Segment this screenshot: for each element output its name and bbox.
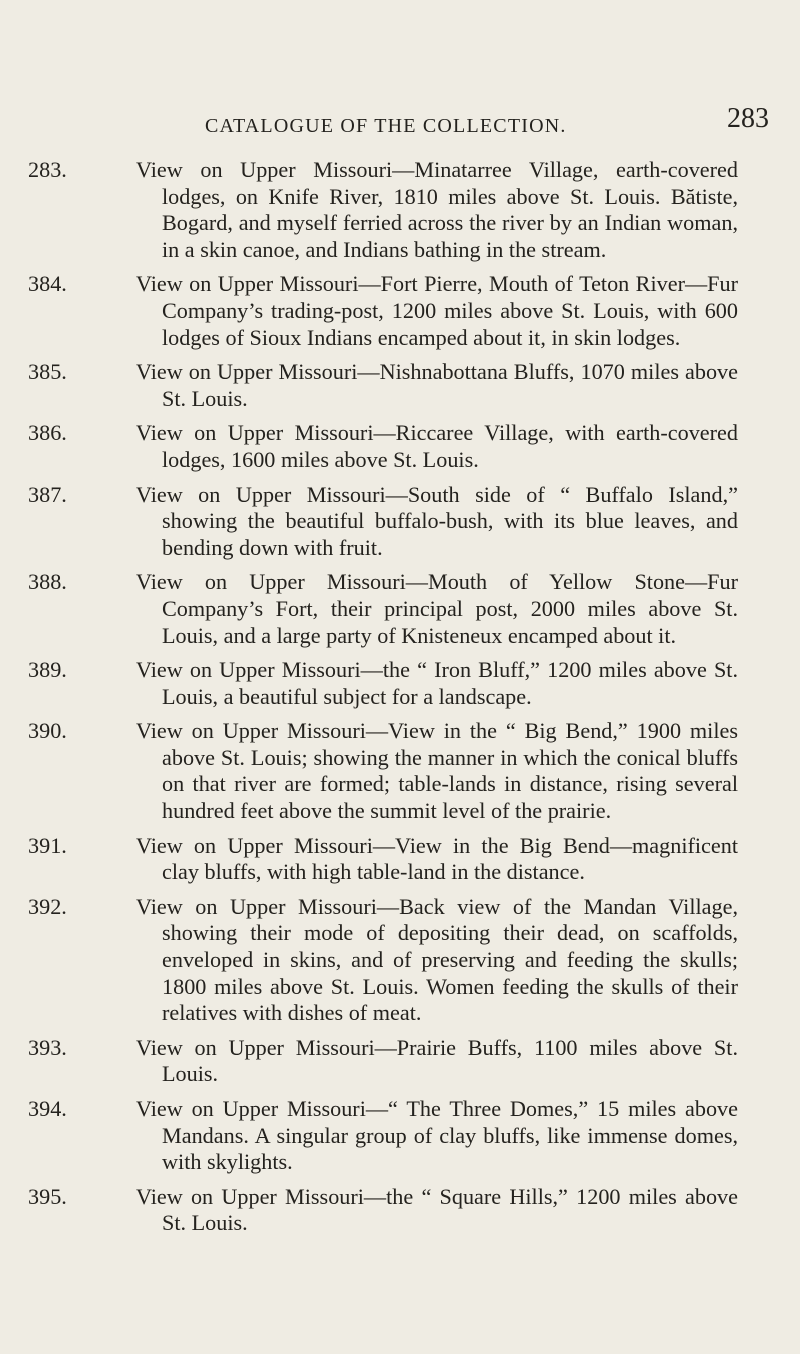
entry-text: View on Upper Missouri—Fort Pierre, Mouth of Teton River—Fur Company’s trading-post, 1200 miles above St. Louis, with 600 lodges of Sioux Indians encamped about it, in skin lodges. <box>136 271 738 350</box>
running-head <box>205 103 769 145</box>
entry-text: View on Upper Missouri—Prairie Buffs, 1100 miles above St. Louis. <box>136 1034 738 1087</box>
entry-number: 385. <box>28 359 67 385</box>
entry-number: 389. <box>28 657 67 683</box>
entry-number: 392. <box>28 893 67 919</box>
entry-number: 391. <box>28 832 67 858</box>
entry-text: View on Upper Missouri—the “ Square Hills,” 1200 miles above St. Louis. <box>136 1183 738 1236</box>
catalogue-entry-386 <box>28 420 738 473</box>
catalogue-entry-387 <box>28 481 738 562</box>
entry-number: 395. <box>28 1183 67 1209</box>
catalogue-entry-384 <box>28 271 738 351</box>
catalogue-entry-393 <box>28 1034 738 1088</box>
entry-number: 394. <box>28 1096 67 1121</box>
catalogue-entry-394 <box>28 1096 738 1176</box>
page-number: 283 <box>727 103 769 134</box>
entry-number: 393. <box>28 1034 67 1060</box>
running-title: CATALOGUE OF THE COLLECTION. <box>205 115 567 137</box>
entry-text: View on Upper Missouri—Back view of the Mandan Village, showing their mode of depositing their dead, on scaffolds, enveloped in skins, and of preserving and feeding the skulls; 1800 miles above St. Louis. Women feeding the skulls of their relatives with dishes of meat. <box>136 893 738 1026</box>
entry-number: 390. <box>28 718 67 744</box>
catalogue-entry-283 <box>28 157 738 263</box>
entry-text: View on Upper Missouri—“ The Three Domes,” 15 miles above Mandans. A singular group of clay bluffs, like immense domes, with skylights. <box>136 1096 738 1175</box>
entry-number: 387. <box>28 481 67 507</box>
entry-number: 388. <box>28 569 67 595</box>
catalogue-entry-389 <box>28 657 738 710</box>
catalogue-entry-395 <box>28 1183 738 1237</box>
entry-text: View on Upper Missouri—South side of “ Buffalo Island,” showing the beautiful buffalo-bush, with its blue leaves, and bending down with fruit. <box>136 481 738 560</box>
entry-text: View on Upper Missouri—View in the “ Big Bend,” 1900 miles above St. Louis; showing the manner in which the conical bluffs on that river are formed; table-lands in distance, rising several hundred feet above the summit level of the prairie. <box>136 718 738 824</box>
entry-text: View on Upper Missouri—View in the Big Bend—magnificent clay bluffs, with high table-land in the distance. <box>136 832 738 885</box>
entry-text: View on Upper Missouri—Nishnabottana Bluffs, 1070 miles above St. Louis. <box>136 359 738 411</box>
entry-text: View on Upper Missouri—Minatarree Village, earth-covered lodges, on Knife River, 1810 miles above St. Louis. Bătiste, Bogard, and myself ferried across the river by an Indian woman, in a skin canoe, and Indians bathing in the stream. <box>136 157 738 262</box>
entry-number: 384. <box>28 271 67 297</box>
catalogue-entries <box>28 157 738 1245</box>
catalogue-entry-385 <box>28 359 738 412</box>
entry-number: 386. <box>28 420 67 446</box>
entry-text: View on Upper Missouri—Mouth of Yellow Stone—Fur Company’s Fort, their principal post, 2000 miles above St. Louis, and a large party of Knisteneux encamped about it. <box>136 569 738 648</box>
entry-number: 283. <box>28 157 67 182</box>
entry-text: View on Upper Missouri—the “ Iron Bluff,” 1200 miles above St. Louis, a beautiful subject for a landscape. <box>136 657 738 709</box>
entry-text: View on Upper Missouri—Riccaree Village, with earth-covered lodges, 1600 miles above St. Louis. <box>136 420 738 472</box>
catalogue-entry-391 <box>28 832 738 886</box>
catalogue-entry-388 <box>28 569 738 649</box>
catalogue-entry-390 <box>28 718 738 824</box>
catalogue-entry-392 <box>28 893 738 1027</box>
